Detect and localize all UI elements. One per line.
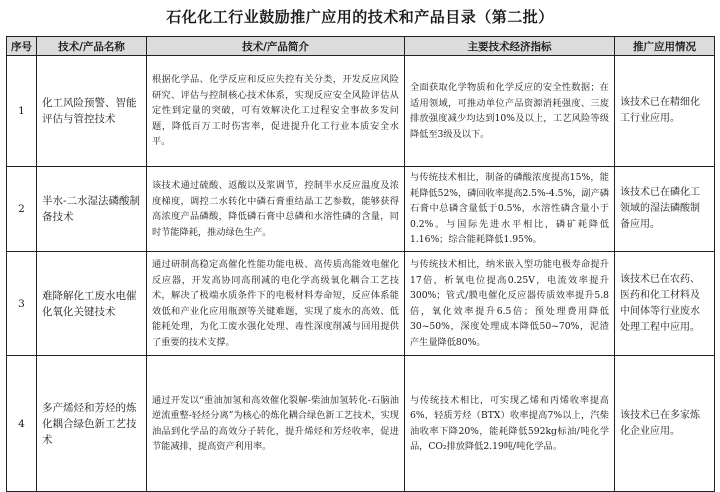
technology-name: 难降解化工废水电催化氧化关键技术: [37, 252, 147, 356]
row-number: 3: [7, 252, 37, 356]
table-header-row: [7, 37, 715, 56]
technology-intro: 该技术通过硫酸、返酸以及浆调节，控制半水反应温度及浓度梯度，调控二水转化中磷石膏重结晶工艺参数，能够获得高浓度产品磷酸，降低磷石膏中总磷和水溶性磷的含量，同时节能降耗，推动绿色生产。: [147, 167, 405, 252]
row-number: 2: [7, 167, 37, 252]
technology-name: 多产烯烃和芳烃的炼化耦合绿色新工艺技术: [37, 356, 147, 492]
technical-indicators: 与传统技术相比，纳米嵌入型功能电极寿命提升17倍，析氧电位提高0.25V，电流效率提升300%；管式/膜电催化反应器传质效率提升5.8倍，氧化效率提升6.5倍；预处理费用降低30~50%，深度处理成本降低50~70%，泥渣产生量降低80%。: [405, 252, 615, 356]
table-row: [7, 56, 715, 167]
catalog-table: [6, 36, 715, 492]
technical-indicators: 与传统技术相比，制备的磷酸浓度提高15%，能耗降低52%，磷回收率提高2.5%-4.5%，副产磷石膏中总磷含量低于0.5%，水溶性磷含量小于0.2%。与国际先进水平相比，磷矿耗降低1.16%；综合能耗降低1.95%。: [405, 167, 615, 252]
technology-name: 半水-二水湿法磷酸制备技术: [37, 167, 147, 252]
column-header-name: 技术/产品名称: [37, 37, 147, 56]
application-status: 该技术已在精细化工行业应用。: [615, 56, 715, 167]
technology-intro: 根据化学品、化学反应和反应失控有关分类，开发反应风险研究、评估与控制核心技术体系，实现反应安全风险评估从定性到定量的突破，可有效解决化工过程安全事故多发问题，降低百万工时伤害率，促进提升化工行业本质安全水平。: [147, 56, 405, 167]
technical-indicators: 全面获取化学物质和化学反应的安全性数据；在适用领域，可推动单位产品资源消耗强度、三废排放强度减少均达到10%及以上，工艺风险等级降低至3级及以下。: [405, 56, 615, 167]
application-status: 该技术已在农药、医药和化工材料及中间体等行业废水处理工程中应用。: [615, 252, 715, 356]
application-status: 该技术已在多家炼化企业应用。: [615, 356, 715, 492]
technical-indicators: 与传统技术相比，可实现乙烯和丙烯收率提高6%，轻质芳烃（BTX）收率提高7%以上，汽柴油收率下降20%，能耗降低592kg标油/吨化学品，CO₂排放降低2.19吨/吨化学品。: [405, 356, 615, 492]
column-header-no: 序号: [7, 37, 37, 56]
table-row: [7, 252, 715, 356]
technology-name: 化工风险预警、智能评估与管控技术: [37, 56, 147, 167]
column-header-indicators: 主要技术经济指标: [405, 37, 615, 56]
table-row: [7, 167, 715, 252]
technology-intro: 通过开发以“重油加氢和高效催化裂解-柴油加氢转化-石脑油逆流重整-轻烃分离”为核心的炼化耦合绿色新工艺技术，实现油品到化学品的高效分子转化，提升烯烃和芳烃收率，促进节能减排，提高资产利用率。: [147, 356, 405, 492]
row-number: 1: [7, 56, 37, 167]
table-row: [7, 356, 715, 492]
column-header-intro: 技术/产品简介: [147, 37, 405, 56]
technology-intro: 通过研制高稳定高催化性能功能电极、高传质高能效电催化反应器，开发高协同高削减的电化学高级氧化耦合工艺技术，解决了极端水质条件下的电极材料寿命短，反应体系能效低和产业化应用瓶颈等关键难题，实现了废水的高效、低能耗处理，为化工废水强化处理、毒性深度削减与回用提供了重要的技术支撑。: [147, 252, 405, 356]
row-number: 4: [7, 356, 37, 492]
application-status: 该技术已在磷化工领域的湿法磷酸制备应用。: [615, 167, 715, 252]
page-title: 石化化工行业鼓励推广应用的技术和产品目录（第二批）: [166, 8, 554, 26]
column-header-application: 推广应用情况: [615, 37, 715, 56]
